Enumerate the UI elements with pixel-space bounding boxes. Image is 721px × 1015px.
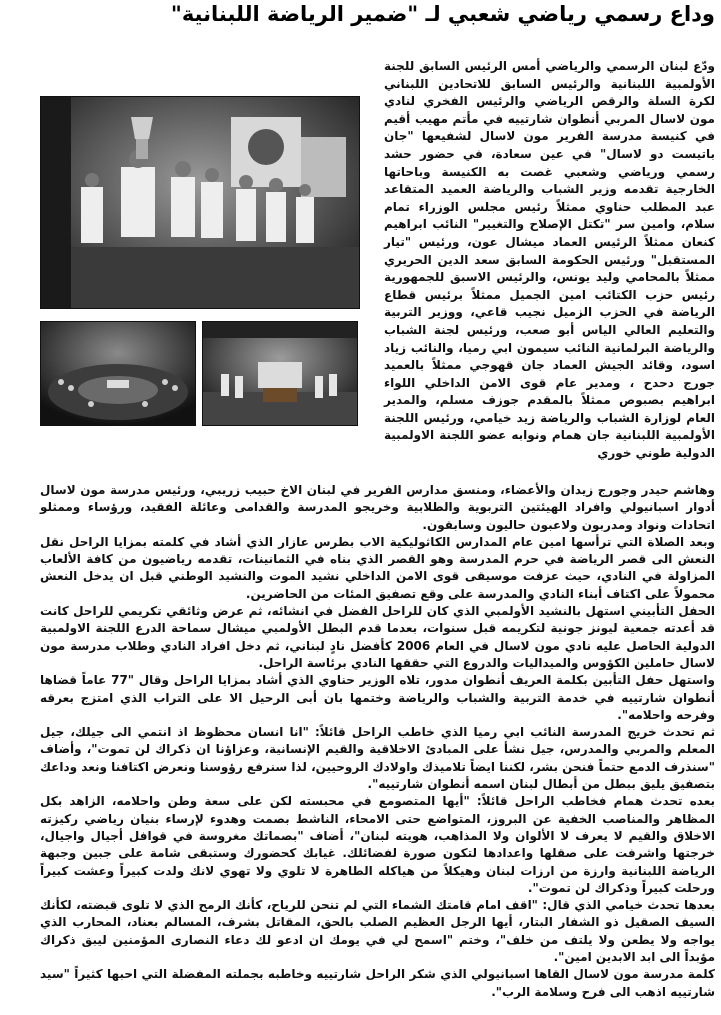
body-paragraph-8: كلمة مدرسة مون لاسال القاها اسبانيولي الذي شكر الراحل شارتييه وخاطبه بجملته المفضلة التي احبها كثيراً "سيد شارتييه اذهب الى فرح وسلامة الرب". xyxy=(40,967,715,999)
body-paragraph-6: بعده تحدث همام فخاطب الراحل قائلاً: "أيها المتصومع في محبسته لكن على سعة وطن واحلامه، الزاهد بكل المظاهر والمناصب الخفية عن البروز، المتواضع حتى الامحاء، الناشط بصمت وهدوء لإرساء بنيان رياضي ركيزته الاخلاق والقيم لا يعرف لا الألوان ولا المذاهب، هويته لبنان"، أضاف "بصماتك مغروسة في قوافل أجيال واجيال، خرجتها واشرفت على صقلها واعدادها لتكون صورة لفضائلك. غيابك كحضورك وستبقى شامة على جبين وجبهة الرياضة اللبنانية وارزة من ارزات لبنان وهيكلاً من هياكله الطاهرة لا تلوي ولا تهوي لانك ولدت كبيراً وعشت كبيراً ورحلت كبيراً وذكراك لن تموت". xyxy=(40,794,715,895)
article-title: وداع رسمي رياضي شعبي لـ "ضمير الرياضة اللبنانية" xyxy=(170,2,715,26)
photo-coffin-ceremony xyxy=(202,321,358,426)
body-paragraph-7: بعدها تحدث خيامي الذي قال: "اقف امام قامتك الشماء التي لم تنحن للرياح، كأنك الرمح الذي لا تلوى قبضته، لكأنك السيف الصقيل ذو الشفار البتار، أيها الرجل العظيم الصلب بالحق، المقاتل بشرف، المسالم بعناد، المحارب الذي يواجه ولا يطعن ولا يلتف من خلف"، وختم "اسمح لي في يومك ان ادعو لك دعاء النصارى المؤمنين ليبق ذكراك مؤبداً الى ابد الابدين امين". xyxy=(40,898,715,965)
body-paragraph-5: ثم تحدث خريج المدرسة النائب ابي رميا الذي خاطب الراحل قائلاً: "انا انسان محظوظ اذ انتمي الى جيلك، جيل المعلم والمربي والمدرس، جيل نشأ على المبادئ الاخلاقية والقيم الإنسانية، وعزاؤنا ان ذكراك لن تموت"، وأضاف "سنذرف الدمع حتماً فنحن بشر، لكننا ايضاً تلاميذك واولادك الروحيين، لذا سنرفع رؤوسنا ونعرض اكتافنا ونعد وداعك بتصفيق يليق ببطل من أبطال لبنان اسمه أنطوان شارتييه". xyxy=(40,725,715,792)
article-body xyxy=(40,482,715,1001)
body-paragraph-1: وهاشم حيدر وجورج زيدان والأعضاء، ومنسق مدارس الفرير في لبنان الاخ حبيب زريبي، ورئيس مدرسة مون لاسال أدوار اسبانيولي وافراد الهيئتين التربوية والطلابية وخريجو المدرسة والقدامى وعائلة الفقيد، ورؤساء وممثلو اتحادات ونواد ومدربون ولاعبون حاليون وسابقون. xyxy=(40,483,715,532)
photo-hall-overview xyxy=(40,321,196,426)
body-paragraph-2: وبعد الصلاة التي ترأسها امين عام المدارس الكاثوليكية الاب بطرس عازار الذي أشاد في كلمته بمزايا الراحل نقل النعش الى قصر الرياضة في حرم المدرسة وهو القصر الذي بناه في الثمانينات، تقدمه رياضيون من كافة الألعاب المزاولة في النادي، حيث عزفت موسيقى قوى الامن الداخلي نشيد الموت والنشيد الوطني قبل ان يدخل النعش محمولاً على اكتاف أبناء النادي والمدرسة على وقع تصفيق المئات من الحاضرين. xyxy=(40,534,715,601)
body-paragraph-4: واستهل حفل التأبين بكلمة العريف أنطوان مدور، تلاه الوزير حناوي الذي أشاد بمزايا الراحل وقال "77 عاماً قضاها أنطوان شارتييه في خدمة التربية والشباب والرياضة وختمها بان أبى الرحيل الا على التراب الذي امتزج بعرقه وفرحه واحلامه". xyxy=(40,673,716,722)
photo-trophy-procession xyxy=(40,96,360,309)
article-column-text xyxy=(384,58,715,463)
body-paragraph-3: الحفل التأبيني استهل بالنشيد الأولمبي الذي كان للراحل الفضل في انشائه، ثم عرض وثائقي تكريمي للراحل كانت قد أعدته جمعية ليونز جونية لتكريمه قبل سنوات، بعدما قدم البطل الأولمبي ميشال سماحة الدرع اللجنة الاولمبية الدولية الحاصل عليه نادي مون لاسال في العام 2006 كأفضل نادٍ لبناني، ثم دخل افراد النادي وطلاب مدرسة مون لاسال حاملين الكؤوس والميداليات والدروع التي حققها النادي برئاسة الراحل. xyxy=(40,604,715,670)
intro-paragraph: ودّع لبنان الرسمي والرياضي أمس الرئيس السابق للجنة الأولمبية اللبنانية والرئيس السابق للاتحادين اللبناني لكرة السلة والرقص الرياضي والرئيس الفخري لنادي مون لاسال المربي أنطوان شارتييه في مأتم مهيب أقيم في كنيسة مدرسة الفرير مون لاسال لشفيعها "جان باتيست دو لاسال" في عين سعادة، في حضور حشد رسمي ورياضي وشعبي غصت به الكنيسة وباحاتها الخارجية تقدمه وزير الشباب والرياضة العميد المتقاعد عبد المطلب حناوي ممثلاً رئيس مجلس الوزراء تمام سلام، وامين سر "تكتل الإصلاح والتغيير" النائب ابراهيم كنعان ممثلاً الرئيس العماد ميشال عون، ورئيس "تيار المستقبل" ورئيس الحكومة السابق سعد الدين الحريري ممثلاً بالمحامي وليد يونس، والرئيس الاسبق للجمهورية رئيس حزب الكتائب امين الجميل ممثلاً برئيس قطاع الرياضة في الحزب الزميل نجيب قاعي، ووزير التربية والتعليم العالي الياس أبو صعب، ورئيس لجنة الشباب والرياضة البرلمانية النائب سيمون ابي رميا، والنائب زياد اسود، وقائد الجيش العماد جان قهوجي ممثلاً بالعميد جورج دحدح ، ومدير عام قوى الامن الداخلي اللواء ابراهيم بصبوص ممثلاً بالمقدم جوزف مسلم، والمدير العام لوزارة الشباب والرياضة زيد خيامي، ورئيس اللجنة الأولمبية اللبنانية جان همام ونوابه عضو اللجنة الاولمبية الدولية طوني خوري xyxy=(384,59,715,461)
